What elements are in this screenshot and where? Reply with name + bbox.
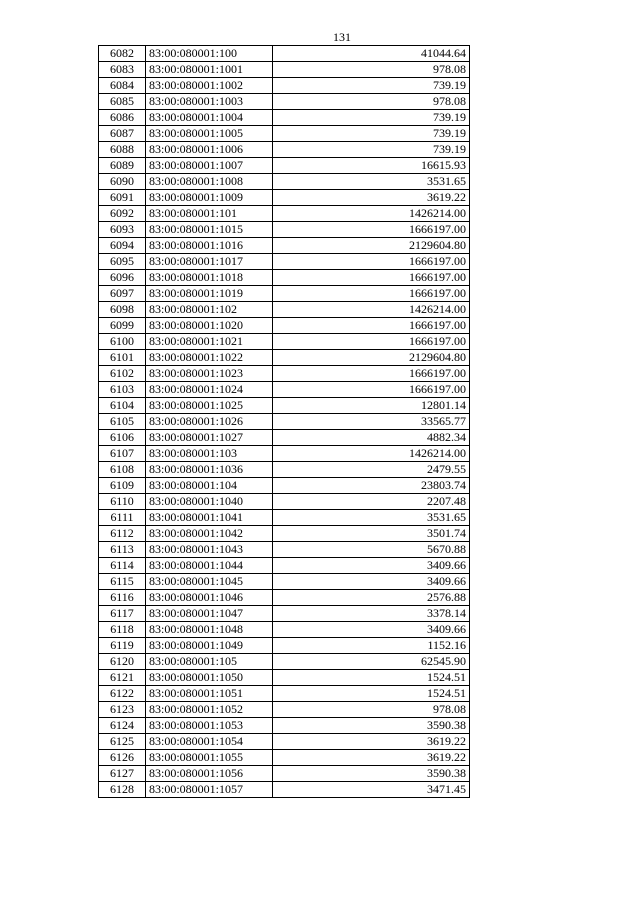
cadastral-number-cell: 83:00:080001:1026 [146, 414, 273, 430]
row-number-cell: 6111 [99, 510, 146, 526]
table-row [99, 446, 470, 462]
row-number-cell: 6100 [99, 334, 146, 350]
table-row [99, 574, 470, 590]
table-row [99, 126, 470, 142]
row-number-cell: 6117 [99, 606, 146, 622]
table-row [99, 766, 470, 782]
cadastral-number-cell: 83:00:080001:1002 [146, 78, 273, 94]
cadastral-number-cell: 83:00:080001:1040 [146, 494, 273, 510]
row-number-cell: 6115 [99, 574, 146, 590]
table-row [99, 718, 470, 734]
table-row [99, 382, 470, 398]
cadastral-number-cell: 83:00:080001:105 [146, 654, 273, 670]
value-cell: 1666197.00 [273, 334, 470, 350]
value-cell: 978.08 [273, 62, 470, 78]
table-row [99, 238, 470, 254]
value-cell: 3531.65 [273, 174, 470, 190]
row-number-cell: 6110 [99, 494, 146, 510]
table-row [99, 638, 470, 654]
table-row [99, 414, 470, 430]
cadastral-number-cell: 83:00:080001:1036 [146, 462, 273, 478]
row-number-cell: 6085 [99, 94, 146, 110]
table-row [99, 222, 470, 238]
table-row [99, 590, 470, 606]
table-row [99, 622, 470, 638]
table-row [99, 142, 470, 158]
row-number-cell: 6094 [99, 238, 146, 254]
row-number-cell: 6093 [99, 222, 146, 238]
value-cell: 1666197.00 [273, 382, 470, 398]
value-cell: 1666197.00 [273, 222, 470, 238]
cadastral-number-cell: 83:00:080001:1027 [146, 430, 273, 446]
row-number-cell: 6088 [99, 142, 146, 158]
row-number-cell: 6096 [99, 270, 146, 286]
value-cell: 739.19 [273, 142, 470, 158]
value-cell: 1666197.00 [273, 318, 470, 334]
cadastral-number-cell: 83:00:080001:1018 [146, 270, 273, 286]
row-number-cell: 6112 [99, 526, 146, 542]
row-number-cell: 6114 [99, 558, 146, 574]
value-cell: 1666197.00 [273, 270, 470, 286]
table-row [99, 734, 470, 750]
table-row [99, 206, 470, 222]
value-cell: 1524.51 [273, 670, 470, 686]
value-cell: 41044.64 [273, 46, 470, 62]
table-row [99, 510, 470, 526]
value-cell: 2576.88 [273, 590, 470, 606]
cadastral-number-cell: 83:00:080001:1024 [146, 382, 273, 398]
row-number-cell: 6124 [99, 718, 146, 734]
value-cell: 2129604.80 [273, 350, 470, 366]
value-cell: 739.19 [273, 78, 470, 94]
value-cell: 978.08 [273, 94, 470, 110]
table-row [99, 782, 470, 798]
cadastral-number-cell: 83:00:080001:1016 [146, 238, 273, 254]
value-cell: 3471.45 [273, 782, 470, 798]
row-number-cell: 6125 [99, 734, 146, 750]
row-number-cell: 6108 [99, 462, 146, 478]
row-number-cell: 6122 [99, 686, 146, 702]
row-number-cell: 6101 [99, 350, 146, 366]
table-row [99, 46, 470, 62]
cadastral-number-cell: 83:00:080001:1019 [146, 286, 273, 302]
cadastral-number-cell: 83:00:080001:1021 [146, 334, 273, 350]
value-cell: 739.19 [273, 110, 470, 126]
cadastral-number-cell: 83:00:080001:103 [146, 446, 273, 462]
value-cell: 1152.16 [273, 638, 470, 654]
table-row [99, 542, 470, 558]
value-cell: 3409.66 [273, 558, 470, 574]
row-number-cell: 6126 [99, 750, 146, 766]
cadastral-number-cell: 83:00:080001:1046 [146, 590, 273, 606]
table-row [99, 94, 470, 110]
row-number-cell: 6116 [99, 590, 146, 606]
cadastral-number-cell: 83:00:080001:1001 [146, 62, 273, 78]
table-row [99, 270, 470, 286]
cadastral-number-cell: 83:00:080001:1042 [146, 526, 273, 542]
row-number-cell: 6098 [99, 302, 146, 318]
cadastral-number-cell: 83:00:080001:1044 [146, 558, 273, 574]
value-cell: 33565.77 [273, 414, 470, 430]
value-cell: 3590.38 [273, 718, 470, 734]
row-number-cell: 6086 [99, 110, 146, 126]
cadastral-number-cell: 83:00:080001:1051 [146, 686, 273, 702]
row-number-cell: 6109 [99, 478, 146, 494]
table-row [99, 62, 470, 78]
cadastral-number-cell: 83:00:080001:1025 [146, 398, 273, 414]
row-number-cell: 6087 [99, 126, 146, 142]
table-row [99, 478, 470, 494]
row-number-cell: 6102 [99, 366, 146, 382]
row-number-cell: 6118 [99, 622, 146, 638]
row-number-cell: 6084 [99, 78, 146, 94]
value-cell: 2129604.80 [273, 238, 470, 254]
row-number-cell: 6107 [99, 446, 146, 462]
cadastral-number-cell: 83:00:080001:100 [146, 46, 273, 62]
page-number: 131 [333, 30, 351, 44]
value-cell: 3501.74 [273, 526, 470, 542]
table-row [99, 158, 470, 174]
table-row [99, 670, 470, 686]
cadastral-number-cell: 83:00:080001:1020 [146, 318, 273, 334]
cadastral-number-cell: 83:00:080001:1056 [146, 766, 273, 782]
value-cell: 3619.22 [273, 750, 470, 766]
table-row [99, 334, 470, 350]
table-row [99, 254, 470, 270]
table-row [99, 654, 470, 670]
registry-table-body [99, 46, 470, 798]
table-row [99, 174, 470, 190]
row-number-cell: 6092 [99, 206, 146, 222]
cadastral-number-cell: 83:00:080001:1048 [146, 622, 273, 638]
table-row [99, 526, 470, 542]
table-row [99, 350, 470, 366]
table-row [99, 430, 470, 446]
table-row [99, 318, 470, 334]
cadastral-number-cell: 83:00:080001:1050 [146, 670, 273, 686]
table-row [99, 686, 470, 702]
row-number-cell: 6113 [99, 542, 146, 558]
value-cell: 2207.48 [273, 494, 470, 510]
row-number-cell: 6089 [99, 158, 146, 174]
row-number-cell: 6099 [99, 318, 146, 334]
table-row [99, 286, 470, 302]
registry-table [98, 45, 470, 798]
value-cell: 739.19 [273, 126, 470, 142]
value-cell: 62545.90 [273, 654, 470, 670]
row-number-cell: 6120 [99, 654, 146, 670]
row-number-cell: 6106 [99, 430, 146, 446]
value-cell: 4882.34 [273, 430, 470, 446]
cadastral-number-cell: 83:00:080001:1005 [146, 126, 273, 142]
cadastral-number-cell: 83:00:080001:1009 [146, 190, 273, 206]
value-cell: 1426214.00 [273, 302, 470, 318]
cadastral-number-cell: 83:00:080001:1041 [146, 510, 273, 526]
value-cell: 3378.14 [273, 606, 470, 622]
cadastral-number-cell: 83:00:080001:1045 [146, 574, 273, 590]
cadastral-number-cell: 83:00:080001:1053 [146, 718, 273, 734]
value-cell: 3590.38 [273, 766, 470, 782]
row-number-cell: 6097 [99, 286, 146, 302]
table-row [99, 702, 470, 718]
row-number-cell: 6082 [99, 46, 146, 62]
row-number-cell: 6083 [99, 62, 146, 78]
row-number-cell: 6091 [99, 190, 146, 206]
value-cell: 1524.51 [273, 686, 470, 702]
row-number-cell: 6123 [99, 702, 146, 718]
table-row [99, 558, 470, 574]
row-number-cell: 6103 [99, 382, 146, 398]
value-cell: 1666197.00 [273, 366, 470, 382]
value-cell: 12801.14 [273, 398, 470, 414]
row-number-cell: 6090 [99, 174, 146, 190]
table-row [99, 494, 470, 510]
row-number-cell: 6128 [99, 782, 146, 798]
value-cell: 3619.22 [273, 734, 470, 750]
cadastral-number-cell: 83:00:080001:101 [146, 206, 273, 222]
value-cell: 16615.93 [273, 158, 470, 174]
cadastral-number-cell: 83:00:080001:1022 [146, 350, 273, 366]
row-number-cell: 6095 [99, 254, 146, 270]
cadastral-number-cell: 83:00:080001:1047 [146, 606, 273, 622]
cadastral-number-cell: 83:00:080001:1054 [146, 734, 273, 750]
cadastral-number-cell: 83:00:080001:1023 [146, 366, 273, 382]
cadastral-number-cell: 83:00:080001:1043 [146, 542, 273, 558]
cadastral-number-cell: 83:00:080001:1008 [146, 174, 273, 190]
value-cell: 3409.66 [273, 622, 470, 638]
cadastral-number-cell: 83:00:080001:1049 [146, 638, 273, 654]
value-cell: 3619.22 [273, 190, 470, 206]
row-number-cell: 6127 [99, 766, 146, 782]
table-row [99, 78, 470, 94]
value-cell: 23803.74 [273, 478, 470, 494]
row-number-cell: 6119 [99, 638, 146, 654]
cadastral-number-cell: 83:00:080001:1052 [146, 702, 273, 718]
cadastral-number-cell: 83:00:080001:102 [146, 302, 273, 318]
cadastral-number-cell: 83:00:080001:1015 [146, 222, 273, 238]
cadastral-number-cell: 83:00:080001:1017 [146, 254, 273, 270]
cadastral-number-cell: 83:00:080001:1004 [146, 110, 273, 126]
value-cell: 3531.65 [273, 510, 470, 526]
table-row [99, 366, 470, 382]
row-number-cell: 6121 [99, 670, 146, 686]
value-cell: 1666197.00 [273, 286, 470, 302]
cadastral-number-cell: 83:00:080001:1007 [146, 158, 273, 174]
value-cell: 978.08 [273, 702, 470, 718]
cadastral-number-cell: 83:00:080001:1057 [146, 782, 273, 798]
row-number-cell: 6105 [99, 414, 146, 430]
table-row [99, 750, 470, 766]
table-row [99, 302, 470, 318]
value-cell: 1426214.00 [273, 206, 470, 222]
value-cell: 1426214.00 [273, 446, 470, 462]
value-cell: 3409.66 [273, 574, 470, 590]
table-row [99, 110, 470, 126]
table-row [99, 398, 470, 414]
table-row [99, 462, 470, 478]
cadastral-number-cell: 83:00:080001:104 [146, 478, 273, 494]
cadastral-number-cell: 83:00:080001:1055 [146, 750, 273, 766]
cadastral-number-cell: 83:00:080001:1006 [146, 142, 273, 158]
cadastral-number-cell: 83:00:080001:1003 [146, 94, 273, 110]
value-cell: 1666197.00 [273, 254, 470, 270]
row-number-cell: 6104 [99, 398, 146, 414]
value-cell: 5670.88 [273, 542, 470, 558]
table-row [99, 190, 470, 206]
value-cell: 2479.55 [273, 462, 470, 478]
table-row [99, 606, 470, 622]
